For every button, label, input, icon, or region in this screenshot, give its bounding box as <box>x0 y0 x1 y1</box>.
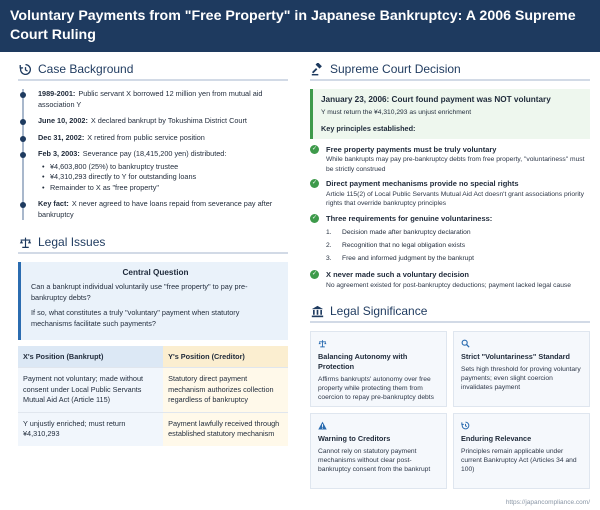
gavel-icon <box>310 62 324 76</box>
timeline-item: June 10, 2002: X declared bankrupt by Tokushima District Court <box>38 116 288 127</box>
history-icon <box>461 421 470 430</box>
source-url: https://japancompliance.com/ <box>505 499 590 506</box>
positions-table <box>18 346 288 446</box>
timeline-item: Key fact: X never agreed to have loans repaid from severance pay after bankruptcy <box>38 199 288 220</box>
warning-icon <box>318 421 327 430</box>
check-icon: ✓ <box>311 145 318 152</box>
central-question-box <box>18 262 288 340</box>
table-row: Y unjustly enriched; must return ¥4,310,293 Payment lawfully received through established statutory mechanism <box>18 412 288 446</box>
list-item: 2. Recognition that no legal obligation exists <box>326 242 466 249</box>
x-position-header: X's Position (Bankrupt) <box>18 346 163 368</box>
table-row: Payment not voluntary; made without consent under Local Public Servants Mutual Aid Act (Article 115) Statutory direct payment mechanism authorizes collection regardless of bankruptcy <box>18 368 288 413</box>
list-item: 3. Free and informed judgment by the bankrupt <box>326 255 474 262</box>
history-icon <box>18 62 32 76</box>
timeline-item: Feb 3, 2003: Severance pay (18,415,200 yen) distributed: • ¥4,603,800 (25%) to bankruptcy trustee • ¥4,310,293 directly to Y for outstanding loans • Remainder to X as "free property" <box>38 149 288 193</box>
principle-item: ✓ Three requirements for genuine voluntariness: 1. Decision made after bankruptcy declaration 2. Recognition that no legal obligation exists 3. Free and informed judgment by the bankrupt <box>310 214 590 266</box>
check-icon: ✓ <box>311 180 318 186</box>
list-item: • Remainder to X as "free property" <box>42 183 288 194</box>
decision-headline: January 23, 2006: Court found payment was NOT voluntary <box>321 95 551 104</box>
principle-item: ✓ Free property payments must be truly voluntary While bankrupts may pay pre-bankruptcy debts from free property, "voluntariness" must be strictly construed <box>311 144 585 173</box>
timeline-item: Dec 31, 2002: X retired from public service position <box>38 133 288 144</box>
central-question-title: Central Question <box>122 268 189 277</box>
timeline-item: 1989-2001: Public servant X borrowed 12 million yen from mutual aid association Y <box>38 89 288 110</box>
case-timeline <box>22 89 288 220</box>
balance-scale-icon <box>318 339 327 348</box>
central-question-1: Can a bankrupt individual voluntarily use "free property" to pay pre-bankruptcy debts? <box>31 282 248 302</box>
supreme-court-decision-heading: Supreme Court Decision <box>310 61 590 81</box>
list-item: 1. Decision made after bankruptcy declaration <box>326 229 471 236</box>
requirements-list <box>326 226 590 265</box>
search-icon <box>461 339 470 348</box>
page-header <box>0 0 600 52</box>
page-title: Voluntary Payments from "Free Property" in Japanese Bankruptcy: A 2006 Supreme Court Ruling <box>10 8 576 43</box>
decision-subtext: Y must return the ¥4,310,293 as unjust enrichment <box>321 109 472 116</box>
legal-significance-heading: Legal Significance <box>310 303 590 323</box>
significance-grid <box>310 331 590 489</box>
principle-item: ✓ Direct payment mechanisms provide no special rights Article 115(2) of Local Public Servants Mutual Aid Act doesn't grant associations priority rights that override bankruptcy principles <box>311 179 585 207</box>
significance-card: Balancing Autonomy with Protection Affirms bankrupts' autonomy over free property while protecting them from coercion to repay pre-bankruptcy debts <box>310 331 447 407</box>
list-item: • ¥4,603,800 (25%) to bankruptcy trustee <box>42 162 288 173</box>
balance-scale-icon <box>18 235 32 249</box>
principles-list <box>310 145 590 291</box>
left-column <box>0 52 300 446</box>
check-icon: ✓ <box>311 214 318 221</box>
significance-card: Warning to Creditors Cannot rely on statutory payment mechanisms without clear post-bankruptcy consent from the bankrupt <box>310 413 447 489</box>
significance-card: Enduring Relevance Principles remain applicable under current Bankruptcy Act (Articles 34 and 100) <box>453 413 590 489</box>
central-question-2: If so, what constitutes a truly "voluntary" payment when statutory mechanisms facilitate such payments? <box>31 308 240 328</box>
severance-distribution-list <box>38 162 288 194</box>
landmark-icon <box>310 304 324 318</box>
list-item: • ¥4,310,293 directly to Y for outstanding loans <box>42 172 288 183</box>
right-column <box>300 52 600 489</box>
significance-card: Strict "Voluntariness" Standard Sets high threshold for proving voluntary payments; even slight coercion invalidates payment <box>453 331 590 407</box>
y-position-header: Y's Position (Creditor) <box>163 346 288 368</box>
key-principles-label: Key principles established: <box>321 123 416 133</box>
case-background-heading: Case Background <box>18 61 288 81</box>
decision-box <box>310 89 590 139</box>
check-icon: ✓ <box>311 271 318 277</box>
principle-item: ✓ X never made such a voluntary decision No agreement existed for post-bankruptcy deductions; payment lacked legal cause <box>311 270 571 289</box>
legal-issues-heading: Legal Issues <box>18 234 288 254</box>
